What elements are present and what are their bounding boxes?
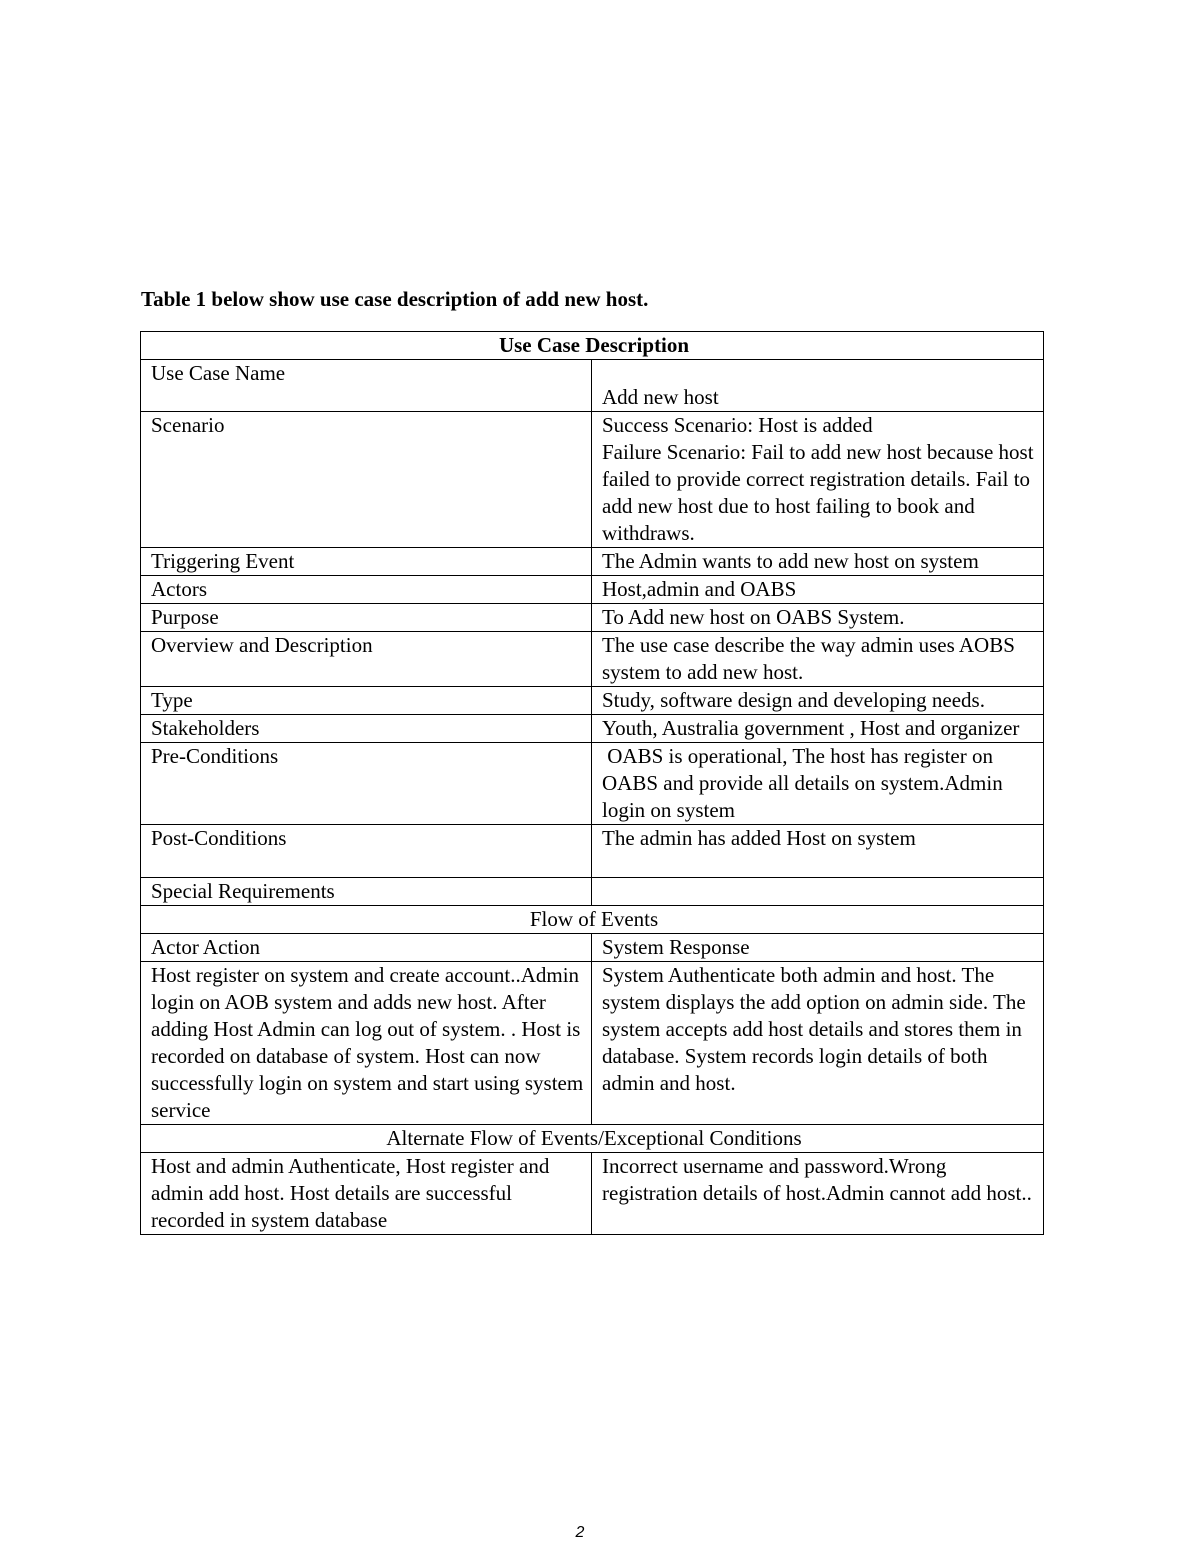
- table-row: [141, 360, 1044, 412]
- stakeholders-label: Stakeholders: [141, 715, 592, 743]
- triggering-event-label: Triggering Event: [141, 548, 592, 576]
- table-row: [141, 934, 1044, 962]
- alternate-actor-text: Host and admin Authenticate, Host register and admin add host. Host details are successful recorded in system database: [141, 1153, 592, 1235]
- post-conditions-label: Post-Conditions: [141, 825, 592, 878]
- use-case-table: [140, 331, 1044, 1235]
- flow-of-events-row: [141, 906, 1044, 934]
- stakeholders-value: Youth, Australia government , Host and organizer: [592, 715, 1044, 743]
- actor-action-header: Actor Action: [141, 934, 592, 962]
- system-response-text: System Authenticate both admin and host. The system displays the add option on admin side. The system accepts add host details and stores them in database. System records login details of both admin and host.: [592, 962, 1044, 1125]
- special-requirements-label: Special Requirements: [141, 878, 592, 906]
- table-row: [141, 1153, 1044, 1235]
- overview-value: The use case describe the way admin uses AOBS system to add new host.: [592, 632, 1044, 687]
- table-title-row: [141, 332, 1044, 360]
- table-caption: Table 1 below show use case description of add new host.: [141, 287, 649, 311]
- table-row: [141, 878, 1044, 906]
- type-label: Type: [141, 687, 592, 715]
- scenario-value: [592, 412, 1044, 548]
- type-value: Study, software design and developing needs.: [592, 687, 1044, 715]
- alternate-system-text: Incorrect username and password.Wrong registration details of host.Admin cannot add host..: [592, 1153, 1044, 1235]
- table-row: [141, 576, 1044, 604]
- actors-value: Host,admin and OABS: [592, 576, 1044, 604]
- actor-action-text: Host register on system and create account..Admin login on AOB system and adds new host. After adding Host Admin can log out of system. . Host is recorded on database of system. Host can now successfully login on system and start using system service: [141, 962, 592, 1125]
- table-row: [141, 412, 1044, 548]
- table-row: [141, 825, 1044, 878]
- flow-of-events-title: Flow of Events: [141, 906, 1044, 934]
- triggering-event-value: The Admin wants to add new host on system: [592, 548, 1044, 576]
- system-response-header: System Response: [592, 934, 1044, 962]
- alternate-flow-row: [141, 1125, 1044, 1153]
- actors-label: Actors: [141, 576, 592, 604]
- use-case-name-value: Add new host: [592, 360, 1044, 412]
- success-scenario: Success Scenario: Host is added: [602, 413, 873, 437]
- table-title: Use Case Description: [141, 332, 1044, 360]
- failure-scenario: Failure Scenario: Fail to add new host because host failed to provide correct registration details. Fail to add new host due to host failing to book and withdraws.: [602, 440, 1034, 545]
- use-case-name-label: Use Case Name: [141, 360, 592, 412]
- table-row: [141, 548, 1044, 576]
- table-row: [141, 743, 1044, 825]
- alternate-flow-title: Alternate Flow of Events/Exceptional Conditions: [141, 1125, 1044, 1153]
- purpose-label: Purpose: [141, 604, 592, 632]
- special-requirements-value: [592, 878, 1044, 906]
- table-row: [141, 962, 1044, 1125]
- pre-conditions-label: Pre-Conditions: [141, 743, 592, 825]
- table-row: [141, 715, 1044, 743]
- pre-conditions-value: OABS is operational, The host has register on OABS and provide all details on system.Admin login on system: [592, 743, 1044, 825]
- post-conditions-value: The admin has added Host on system: [592, 825, 1044, 878]
- table-row: [141, 687, 1044, 715]
- table-row: [141, 604, 1044, 632]
- page-number: 2: [575, 1524, 585, 1541]
- table-row: [141, 632, 1044, 687]
- scenario-label: Scenario: [141, 412, 592, 548]
- purpose-value: To Add new host on OABS System.: [592, 604, 1044, 632]
- overview-label: Overview and Description: [141, 632, 592, 687]
